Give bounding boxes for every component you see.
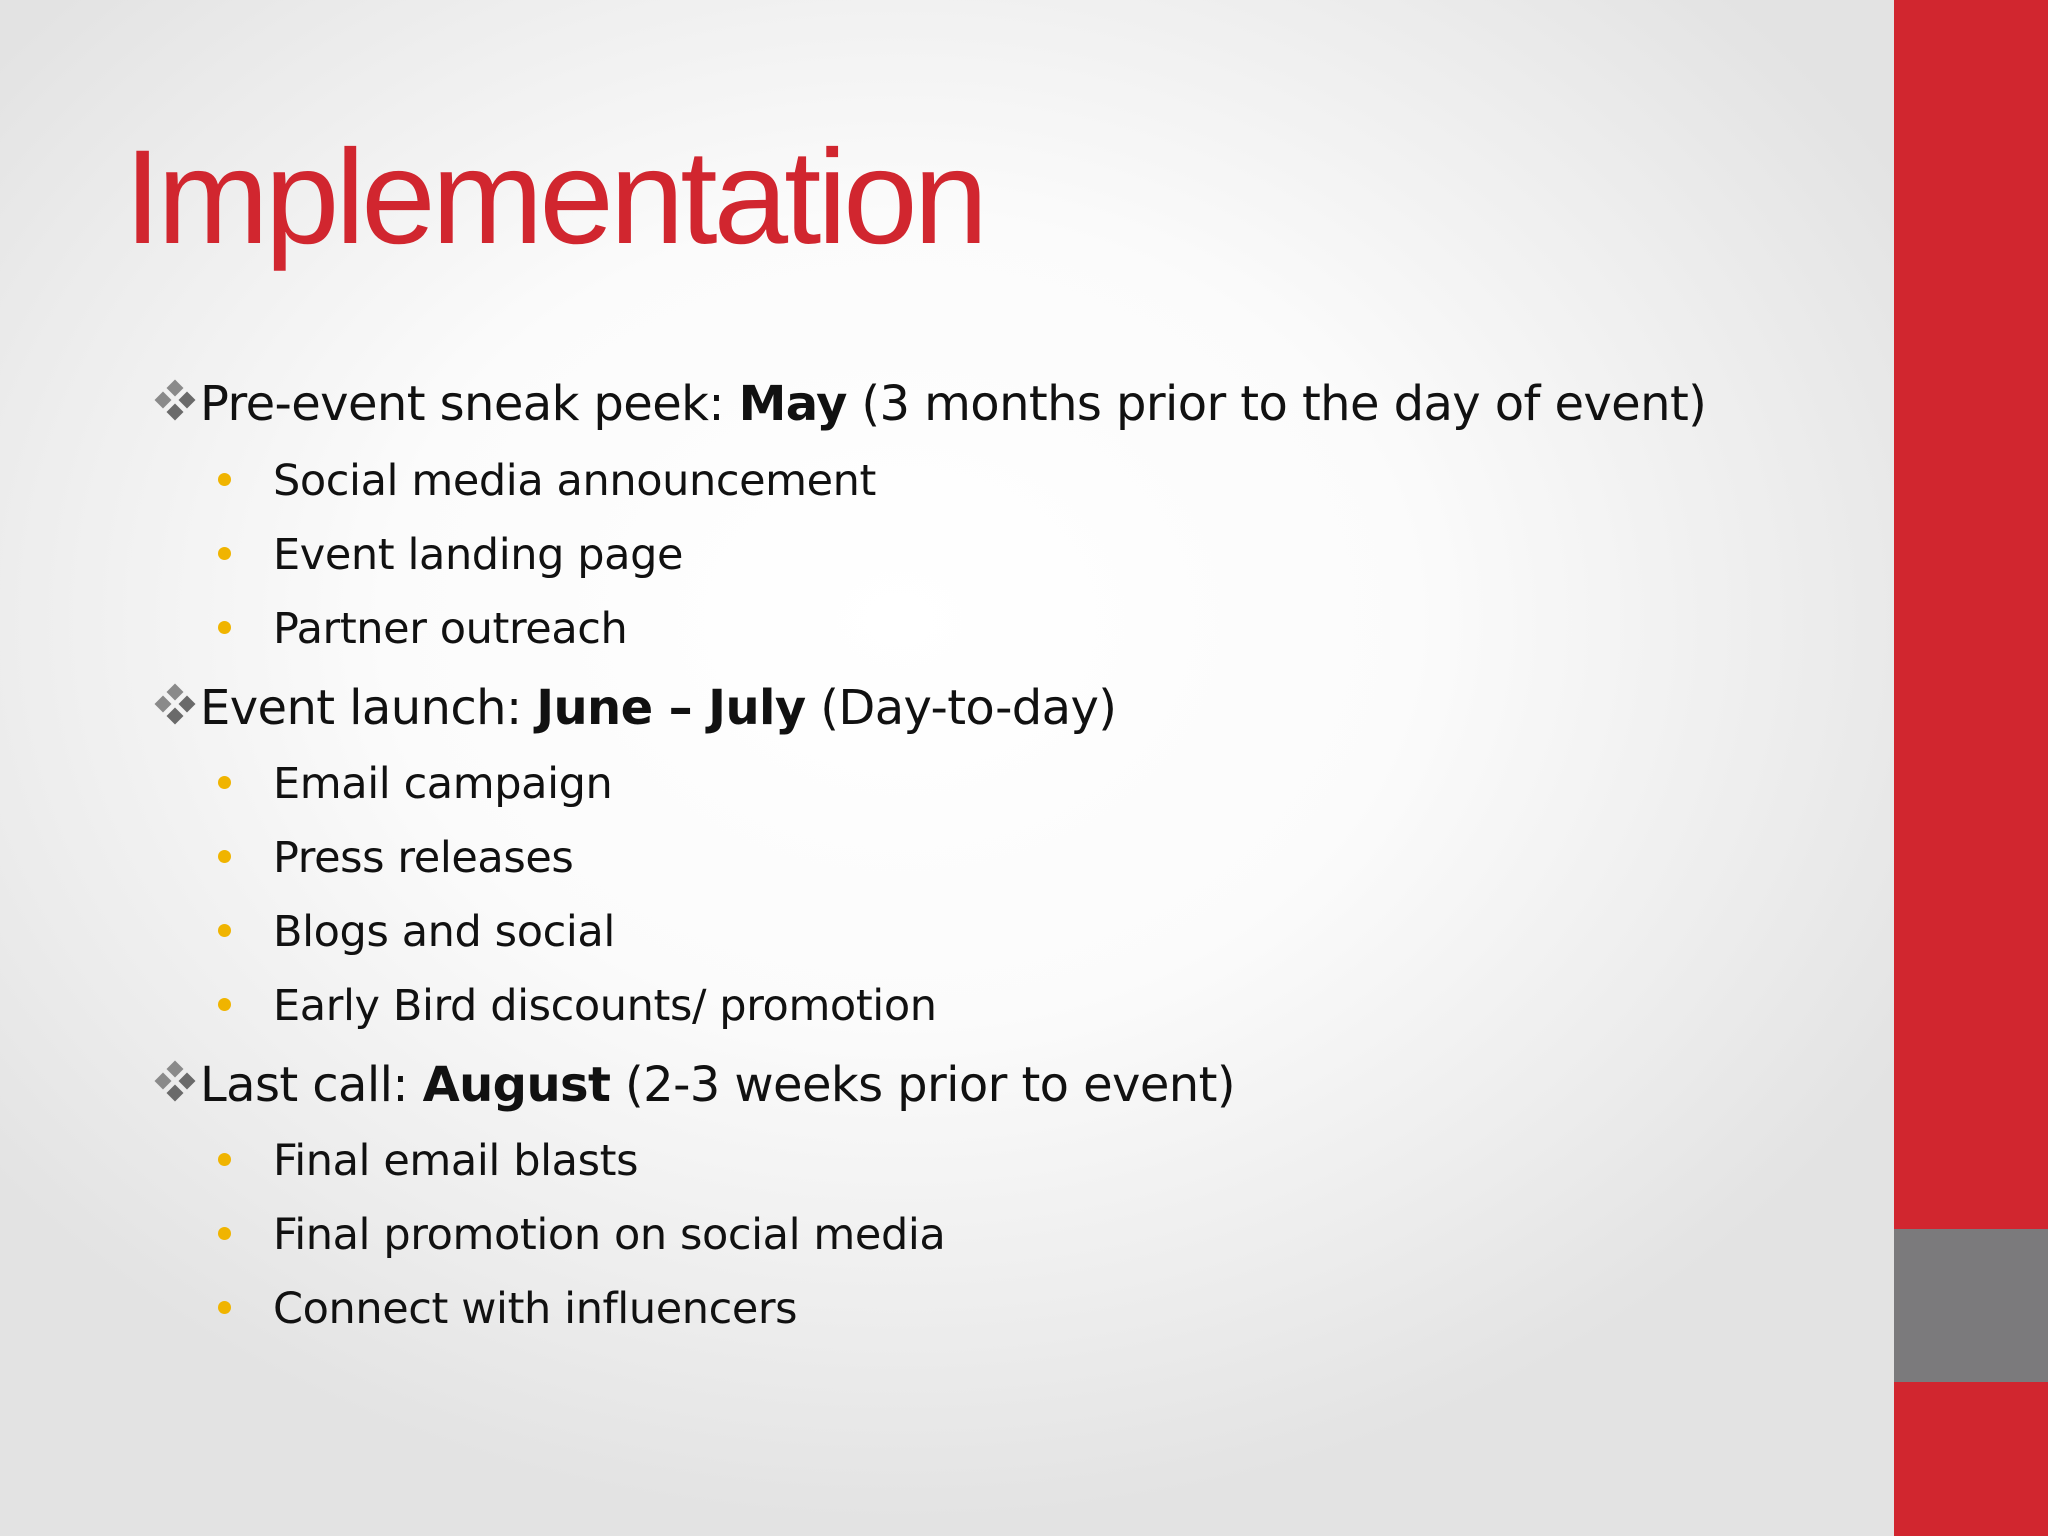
list-item-text: Event landing page [273, 530, 684, 580]
bullet-dot-icon [218, 998, 231, 1011]
list-item-text: Partner outreach [273, 604, 628, 654]
section-heading-bold: August [422, 1057, 611, 1113]
list-item-text: Email campaign [273, 759, 613, 809]
list-item-text: Final promotion on social media [273, 1210, 946, 1260]
bullet-dot-icon [218, 1301, 231, 1314]
list-item [212, 1205, 945, 1265]
four-diamond-bullet-icon [150, 376, 200, 426]
slide-title: Implementation [124, 123, 985, 272]
list-item [212, 451, 876, 511]
bullet-dot-icon [218, 1153, 231, 1166]
section-heading-bold: June – July [536, 680, 806, 736]
list-item [212, 828, 573, 888]
list-item-text: Connect with influencers [273, 1284, 798, 1334]
list-item [212, 1279, 797, 1339]
section-heading-text: Event launch: [200, 680, 537, 736]
bullet-dot-icon [218, 1227, 231, 1240]
section-heading-suffix: (2-3 weeks prior to event) [610, 1057, 1235, 1113]
list-item-text: Social media announcement [273, 456, 876, 506]
section-heading-pre-event [150, 369, 1706, 439]
section-heading-bold: May [738, 376, 847, 432]
section-heading-text: Last call: [200, 1057, 423, 1113]
list-item [212, 754, 612, 814]
bullet-dot-icon [218, 776, 231, 789]
section-heading-event-launch [150, 673, 1116, 743]
section-heading-last-call [150, 1050, 1235, 1120]
four-diamond-bullet-icon [150, 680, 200, 730]
bullet-dot-icon [218, 924, 231, 937]
bullet-dot-icon [218, 850, 231, 863]
list-item [212, 976, 937, 1036]
list-item [212, 599, 627, 659]
list-item-text: Final email blasts [273, 1136, 639, 1186]
section-heading-text: Pre-event sneak peek: [200, 376, 739, 432]
side-accent-block [1894, 1229, 2048, 1382]
list-item-text: Press releases [273, 833, 574, 883]
list-item [212, 1131, 638, 1191]
list-item [212, 902, 615, 962]
four-diamond-bullet-icon [150, 1057, 200, 1107]
bullet-dot-icon [218, 547, 231, 560]
section-heading-suffix: (Day-to-day) [805, 680, 1117, 736]
bullet-dot-icon [218, 473, 231, 486]
bullet-dot-icon [218, 621, 231, 634]
section-heading-suffix: (3 months prior to the day of event) [846, 376, 1707, 432]
list-item-text: Blogs and social [273, 907, 615, 957]
list-item-text: Early Bird discounts/ promotion [273, 981, 937, 1031]
list-item [212, 525, 683, 585]
